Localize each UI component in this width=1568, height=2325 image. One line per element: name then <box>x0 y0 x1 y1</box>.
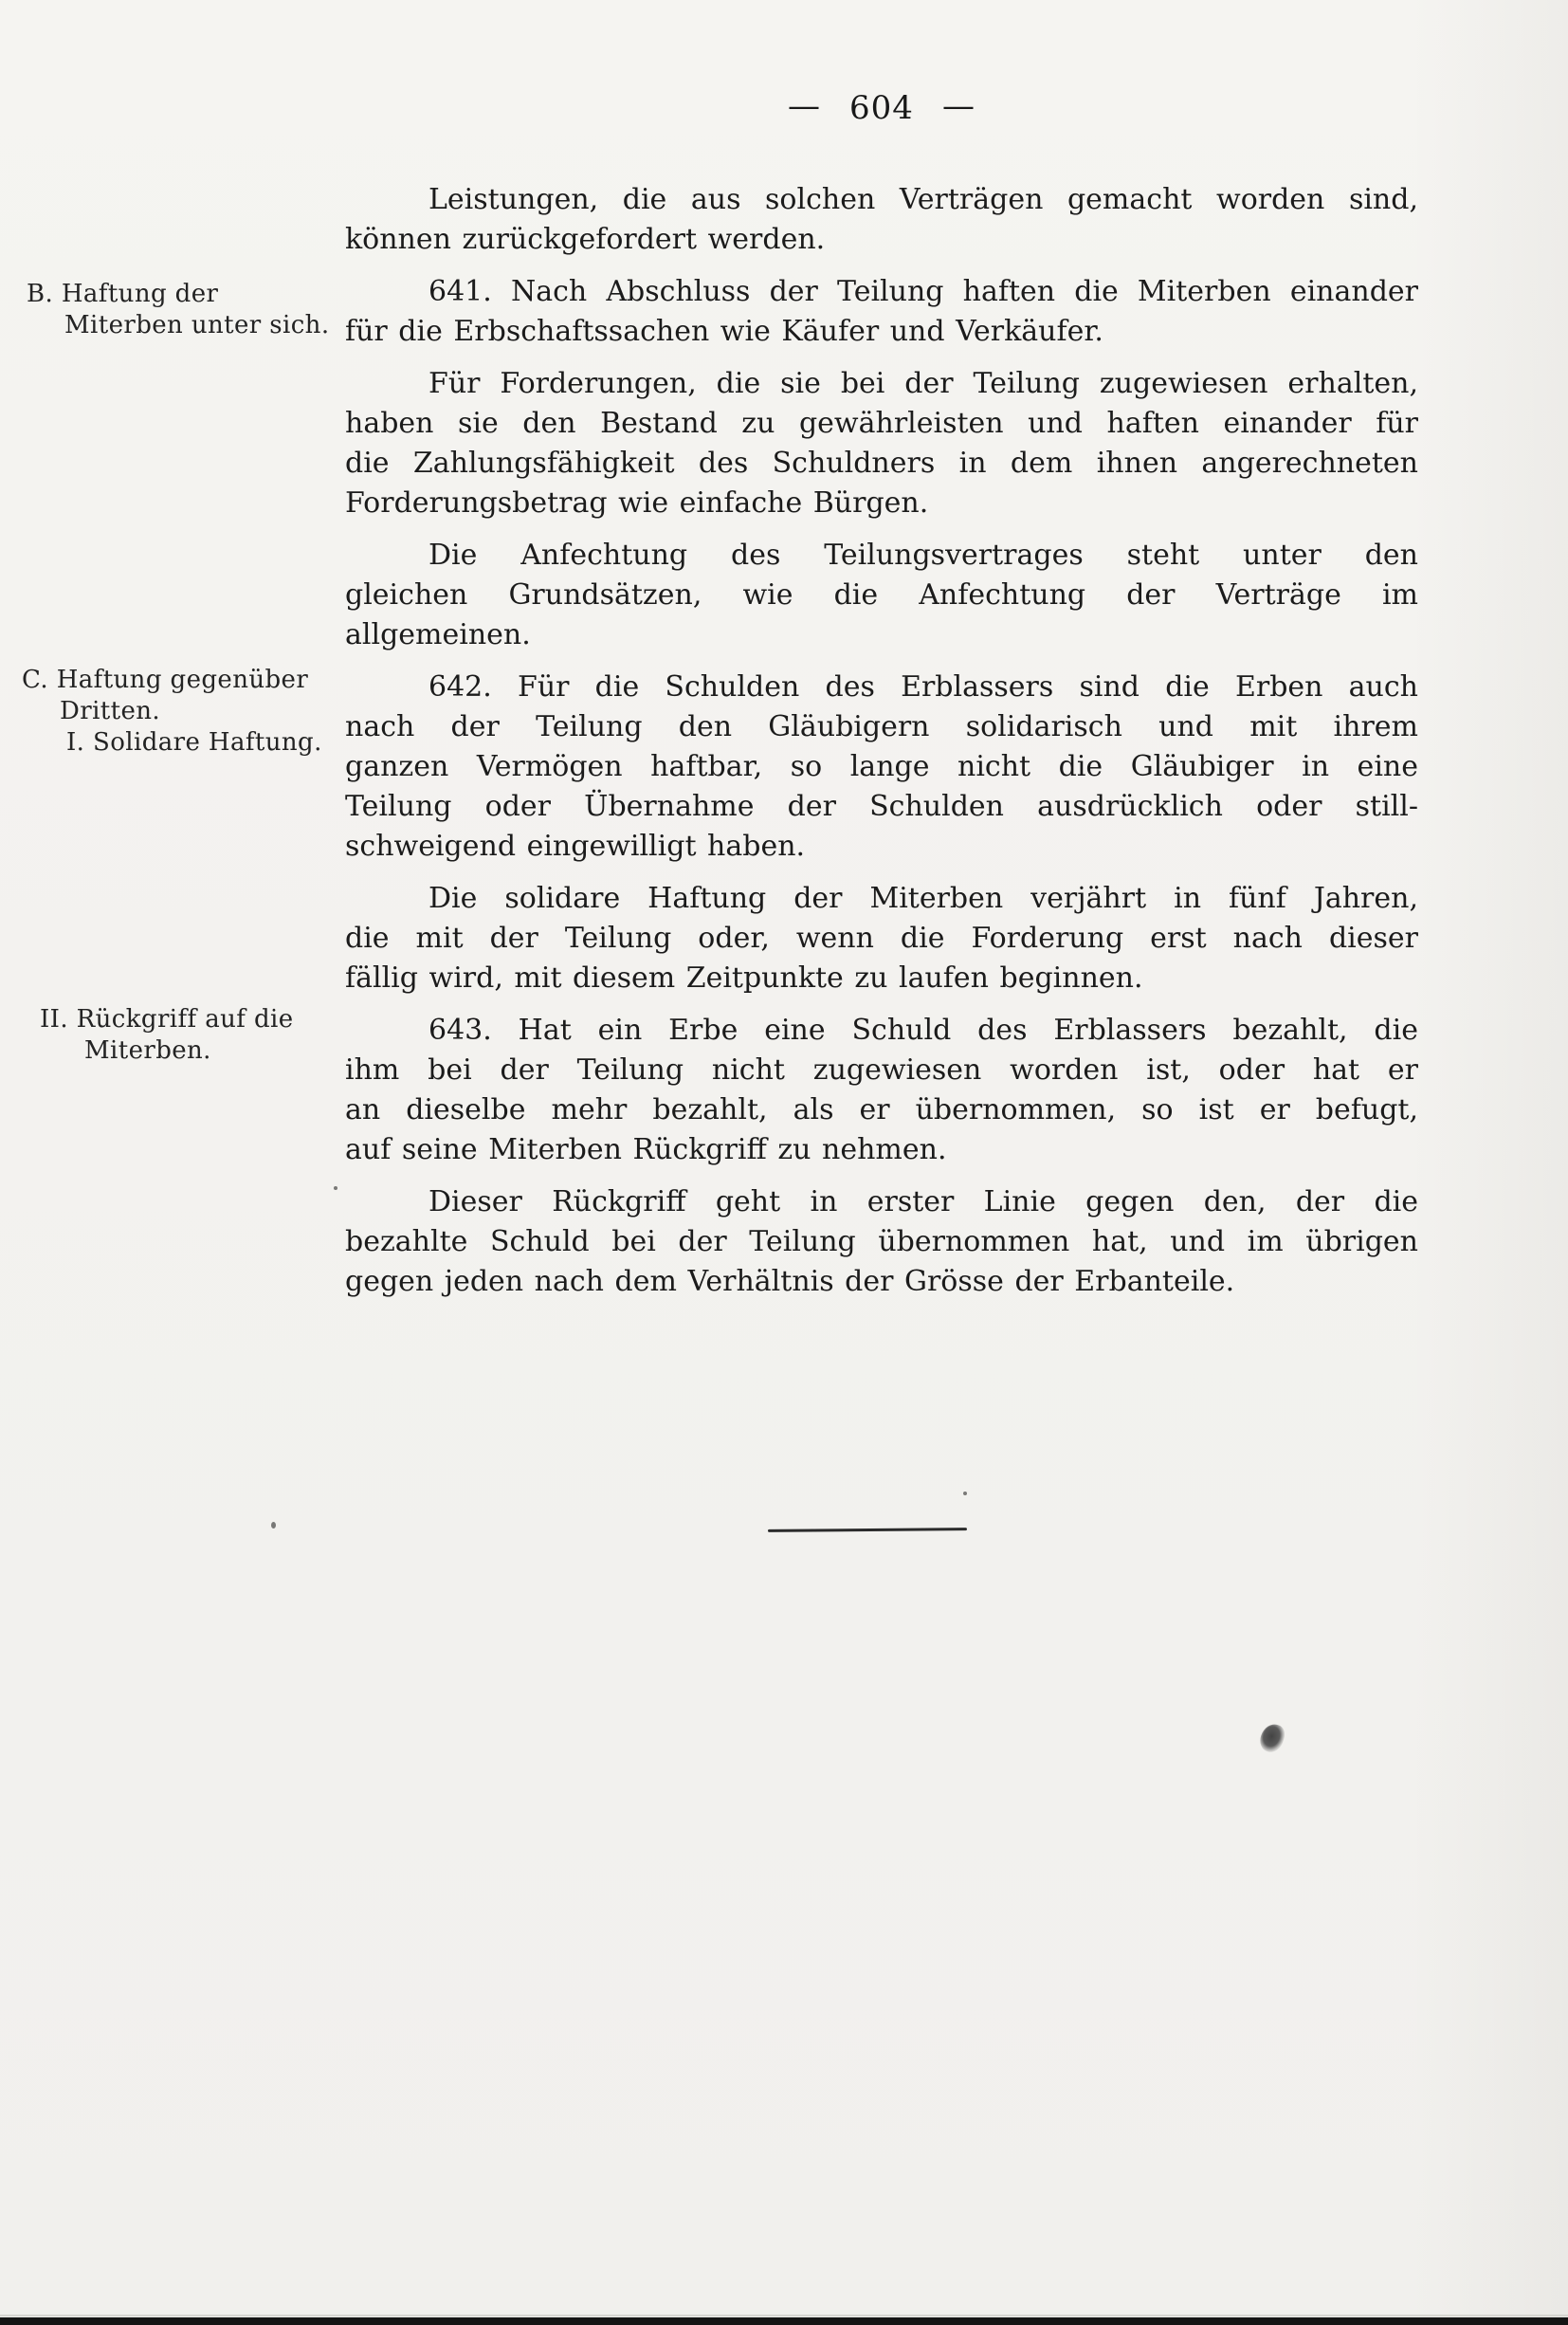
scan-bottom-edge <box>0 2317 1568 2325</box>
text-line: allgemeinen. <box>345 618 531 651</box>
paragraph-642-2 <box>345 879 1418 998</box>
page-number: 604 <box>849 89 914 127</box>
text-line: Leistungen, die aus solchen Verträgen gemacht worden sind, <box>428 183 1418 216</box>
text-line: die Zahlungsfähigkeit des Schuldners in dem ihnen angerechneten <box>345 447 1418 480</box>
text-line: können zurückgefordert werden. <box>345 223 826 256</box>
text-line: an dieselbe mehr bezahlt, als er übernommen, so ist er befugt, <box>345 1093 1418 1126</box>
text-line: 643. Hat ein Erbe eine Schuld des Erblassers bezahlt, die <box>428 1014 1418 1047</box>
text-line: bezahlte Schuld bei der Teilung übernommen hat, und im übrigen <box>345 1225 1418 1258</box>
paragraph-641-3 <box>345 536 1418 655</box>
header-dash-right: — <box>941 87 975 125</box>
paragraph-643-2 <box>345 1182 1418 1302</box>
text-line: nach der Teilung den Gläubigern solidarisch und mit ihrem <box>345 710 1418 743</box>
margin-note-haftung-gegenueber-dritten <box>22 665 322 759</box>
text-line: gegen jeden nach dem Verhältnis der Grösse der Erbanteile. <box>345 1265 1235 1298</box>
paper-speck <box>334 1186 337 1190</box>
scan-edge-shadow <box>0 2315 1568 2316</box>
paragraph-641-1 <box>345 272 1418 352</box>
text-line: auf seine Miterben Rückgriff zu nehmen. <box>345 1133 947 1166</box>
text-line: gleichen Grundsätzen, wie die Anfechtung der Verträge im <box>345 578 1418 612</box>
margin-note-rueckgriff-auf-miterben <box>40 1004 294 1067</box>
text-line: ganzen Vermögen haftbar, so lange nicht die Gläubiger in eine <box>345 750 1418 783</box>
text-line: ihm bei der Teilung nicht zugewiesen worden ist, oder hat er <box>345 1053 1418 1087</box>
text-line: 641. Nach Abschluss der Teilung haften die Miterben einander <box>428 275 1418 308</box>
section-divider-rule <box>768 1528 967 1532</box>
margin-note-line: B. Haftung der <box>27 280 219 308</box>
paragraph-641-2 <box>345 364 1418 523</box>
margin-note-line: C. Haftung gegenüber <box>22 666 309 694</box>
text-line: 642. Für die Schulden des Erblassers sind die Erben auch <box>428 670 1418 704</box>
text-line: Forderungsbetrag wie einfache Bürgen. <box>345 486 929 520</box>
text-line: haben sie den Bestand zu gewährleisten und haften einander für <box>345 407 1418 440</box>
page-header <box>345 89 1418 127</box>
header-dash-left: — <box>788 87 822 125</box>
text-line: Die solidare Haftung der Miterben verjährt in fünf Jahren, <box>428 882 1418 915</box>
paragraph-continuation <box>345 180 1418 260</box>
paragraph-642-1 <box>345 668 1418 867</box>
text-line: die mit der Teilung oder, wenn die Forderung erst nach dieser <box>345 922 1418 955</box>
text-line: Die Anfechtung des Teilungsvertrages steht unter den <box>428 539 1418 572</box>
text-line: Teilung oder Übernahme der Schulden ausdrücklich oder still- <box>345 790 1418 823</box>
margin-note-line: II. Rückgriff auf die <box>40 1005 294 1034</box>
text-line: Für Forderungen, die sie bei der Teilung zugewiesen erhalten, <box>428 367 1418 400</box>
text-line: fällig wird, mit diesem Zeitpunkte zu laufen beginnen. <box>345 961 1143 995</box>
text-line: schweigend eingewilligt haben. <box>345 830 806 863</box>
main-text-column <box>345 180 1418 1302</box>
margin-note-line: Miterben. <box>84 1036 211 1065</box>
paragraph-643-1 <box>345 1011 1418 1170</box>
margin-note-line: I. Solidare Haftung. <box>66 728 322 757</box>
text-line: für die Erbschaftssachen wie Käufer und Verkäufer. <box>345 315 1103 348</box>
ink-blot <box>1257 1721 1287 1755</box>
text-line: Dieser Rückgriff geht in erster Linie gegen den, der die <box>428 1185 1418 1218</box>
paper-speck <box>271 1522 276 1529</box>
margin-note-line: Miterben unter sich. <box>64 311 330 339</box>
paper-speck <box>963 1492 967 1495</box>
margin-note-line: Dritten. <box>60 697 161 725</box>
margin-note-haftung-der-miterben <box>27 279 330 341</box>
